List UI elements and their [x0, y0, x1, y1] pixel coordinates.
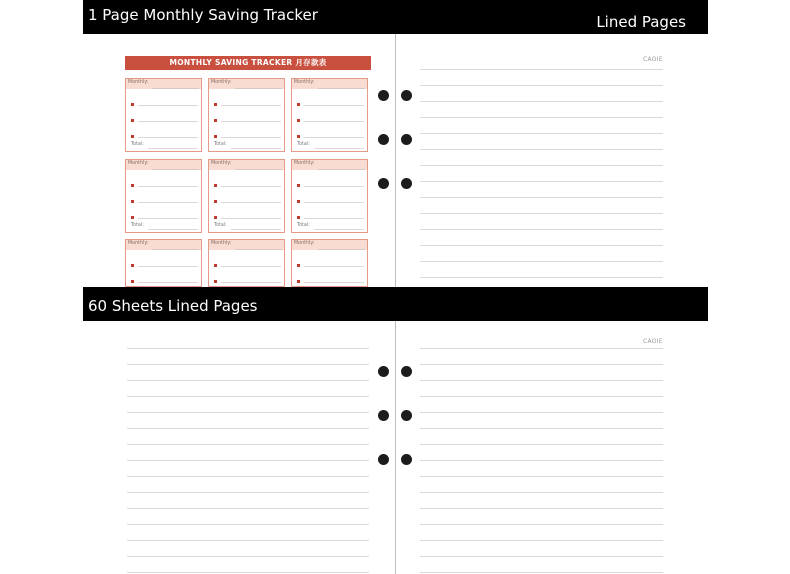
month-label: Monthly: [294, 80, 315, 85]
ruled-line [420, 165, 663, 166]
month-write-line [152, 249, 199, 250]
ruled-line [420, 508, 663, 509]
binder-hole [378, 454, 389, 465]
entry-line [221, 137, 281, 138]
tracker-month-cell [291, 159, 368, 233]
binder-hole [378, 90, 389, 101]
total-label: Total: [214, 142, 227, 147]
entry-bullet [131, 200, 134, 203]
entry-line [304, 266, 364, 267]
entry-line [304, 137, 364, 138]
tracker-month-cell [208, 239, 285, 287]
ruled-line [420, 101, 663, 102]
entry-bullet [297, 135, 300, 138]
entry-line [304, 218, 364, 219]
entry-bullet [297, 200, 300, 203]
ruled-line [127, 492, 369, 493]
entry-bullet [131, 119, 134, 122]
ruled-line [127, 572, 369, 573]
total-label: Total: [297, 223, 310, 228]
entry-line [304, 186, 364, 187]
total-label: Total: [131, 142, 144, 147]
ruled-line [420, 444, 663, 445]
month-label: Monthly: [211, 80, 232, 85]
month-write-line [235, 88, 282, 89]
entry-line [138, 218, 198, 219]
entry-bullet [131, 280, 134, 283]
entry-bullet [131, 264, 134, 267]
brand-mark-lower: CAOIE [643, 338, 663, 345]
ruled-line [420, 364, 663, 365]
entry-line [138, 121, 198, 122]
ruled-line [127, 524, 369, 525]
entry-line [304, 105, 364, 106]
ruled-line [420, 277, 663, 278]
entry-line [221, 282, 281, 283]
month-label: Monthly: [128, 80, 149, 85]
ruled-line [420, 245, 663, 246]
middle-banner [83, 287, 708, 321]
entry-bullet [297, 103, 300, 106]
month-label: Monthly: [294, 161, 315, 166]
tracker-month-cell [125, 78, 202, 152]
binder-hole [378, 366, 389, 377]
entry-bullet [214, 184, 217, 187]
binder-hole [401, 454, 412, 465]
month-write-line [318, 88, 365, 89]
entry-bullet [131, 135, 134, 138]
tracker-month-cell [125, 159, 202, 233]
ruled-line [420, 428, 663, 429]
tracker-title: MONTHLY SAVING TRACKER 月存款表 [125, 56, 371, 70]
entry-line [304, 121, 364, 122]
brand-mark-upper: CAOIE [643, 56, 663, 63]
tracker-month-cell [125, 239, 202, 287]
entry-bullet [131, 103, 134, 106]
entry-bullet [214, 119, 217, 122]
binder-hole [401, 366, 412, 377]
banner-title-sheets: 60 Sheets Lined Pages [88, 297, 258, 315]
ruled-line [127, 380, 369, 381]
month-label: Monthly: [294, 241, 315, 246]
entry-line [221, 266, 281, 267]
total-label: Total: [131, 223, 144, 228]
entry-line [221, 121, 281, 122]
entry-line [138, 186, 198, 187]
ruled-line [420, 460, 663, 461]
ruled-line [420, 348, 663, 349]
ruled-line [420, 396, 663, 397]
month-label: Monthly: [128, 161, 149, 166]
ruled-line [127, 556, 369, 557]
ruled-line [420, 213, 663, 214]
binder-hole [401, 410, 412, 421]
total-line [231, 148, 281, 149]
total-line [148, 148, 198, 149]
tracker-month-cell [208, 159, 285, 233]
month-write-line [235, 249, 282, 250]
entry-bullet [297, 119, 300, 122]
entry-bullet [214, 135, 217, 138]
entry-line [138, 105, 198, 106]
month-write-line [152, 88, 199, 89]
total-line [314, 229, 364, 230]
total-label: Total: [214, 223, 227, 228]
tracker-month-cell [291, 239, 368, 287]
entry-bullet [214, 200, 217, 203]
page-spine-lower [395, 321, 396, 574]
total-line [314, 148, 364, 149]
ruled-line [127, 412, 369, 413]
ruled-line [127, 396, 369, 397]
month-label: Monthly: [211, 241, 232, 246]
ruled-line [127, 460, 369, 461]
binder-hole [401, 90, 412, 101]
ruled-line [420, 492, 663, 493]
entry-bullet [297, 184, 300, 187]
month-write-line [318, 169, 365, 170]
ruled-line [420, 133, 663, 134]
total-label: Total: [297, 142, 310, 147]
entry-line [221, 218, 281, 219]
entry-bullet [214, 264, 217, 267]
binder-hole [378, 178, 389, 189]
ruled-line [420, 117, 663, 118]
entry-line [221, 202, 281, 203]
ruled-line [127, 364, 369, 365]
ruled-line [420, 524, 663, 525]
total-line [148, 229, 198, 230]
banner-title-tracker: 1 Page Monthly Saving Tracker [88, 6, 318, 24]
month-write-line [152, 169, 199, 170]
entry-bullet [214, 103, 217, 106]
ruled-line [420, 85, 663, 86]
tracker-month-cell [208, 78, 285, 152]
entry-line [221, 186, 281, 187]
ruled-line [127, 428, 369, 429]
month-label: Monthly: [128, 241, 149, 246]
entry-bullet [131, 216, 134, 219]
entry-line [304, 202, 364, 203]
ruled-line [420, 69, 663, 70]
ruled-line [127, 508, 369, 509]
entry-line [138, 266, 198, 267]
ruled-line [420, 380, 663, 381]
ruled-line [420, 197, 663, 198]
entry-line [138, 282, 198, 283]
entry-line [304, 282, 364, 283]
total-line [231, 229, 281, 230]
ruled-line [127, 476, 369, 477]
entry-line [138, 202, 198, 203]
entry-line [138, 137, 198, 138]
entry-line [221, 105, 281, 106]
ruled-line [127, 348, 369, 349]
tracker-month-cell [291, 78, 368, 152]
ruled-line [420, 572, 663, 573]
ruled-line [420, 261, 663, 262]
binder-hole [401, 134, 412, 145]
ruled-line [420, 556, 663, 557]
ruled-line [420, 476, 663, 477]
page-spine-upper [395, 34, 396, 287]
entry-bullet [297, 264, 300, 267]
binder-hole [378, 134, 389, 145]
entry-bullet [214, 216, 217, 219]
ruled-line [420, 181, 663, 182]
banner-title-lined: Lined Pages [596, 13, 686, 31]
ruled-line [420, 229, 663, 230]
month-write-line [318, 249, 365, 250]
ruled-line [127, 540, 369, 541]
binder-hole [401, 178, 412, 189]
ruled-line [420, 540, 663, 541]
binder-hole [378, 410, 389, 421]
entry-bullet [297, 216, 300, 219]
month-write-line [235, 169, 282, 170]
ruled-line [420, 412, 663, 413]
entry-bullet [131, 184, 134, 187]
entry-bullet [297, 280, 300, 283]
ruled-line [420, 149, 663, 150]
month-label: Monthly: [211, 161, 232, 166]
top-banner [83, 0, 708, 34]
ruled-line [127, 444, 369, 445]
entry-bullet [214, 280, 217, 283]
